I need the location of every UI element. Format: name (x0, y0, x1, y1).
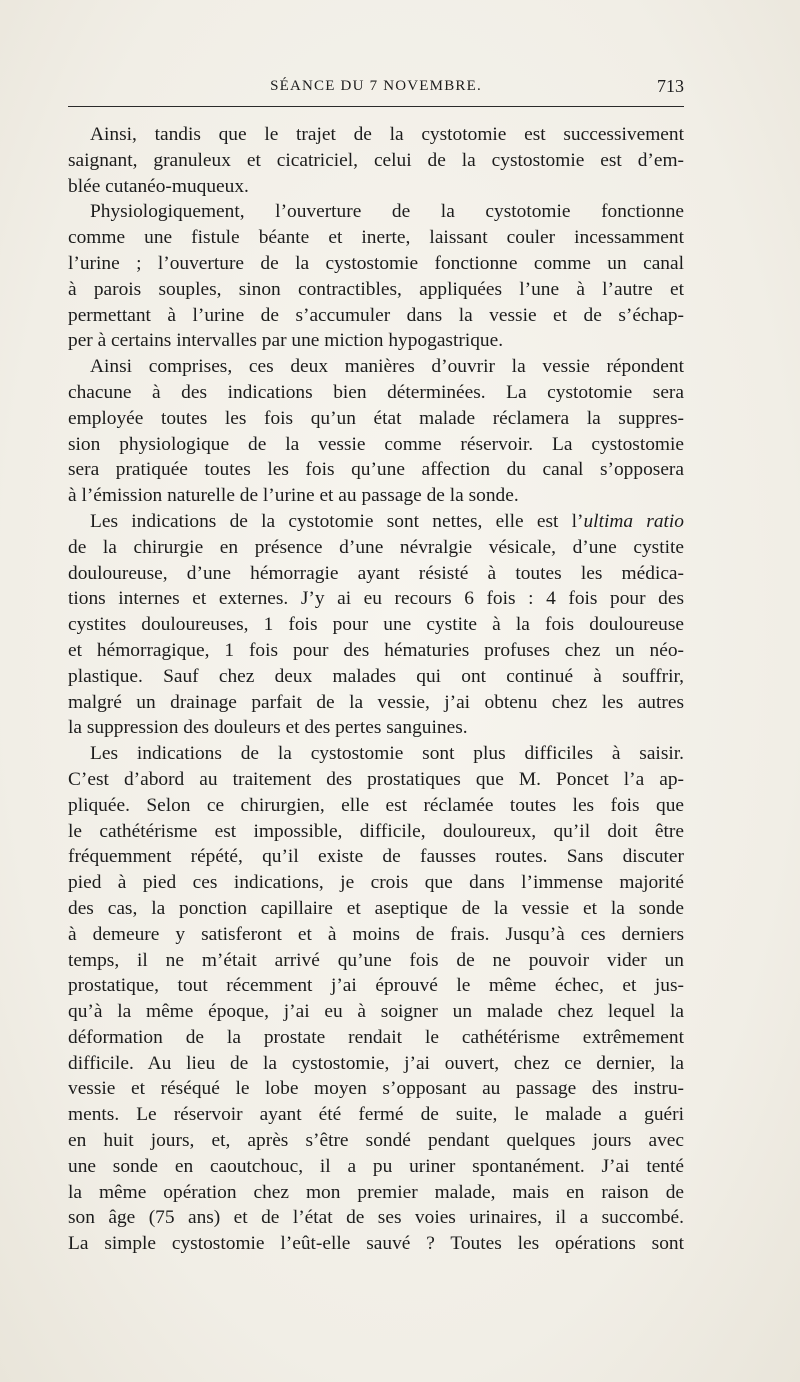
text-line: temps, il ne m’était arrivé qu’une fois de ne pouvoir vider un (68, 949, 684, 971)
text-line: une sonde en caoutchouc, il a pu uriner spontanément. J’ai tenté (68, 1155, 684, 1177)
text-line: le cathétérisme est impossible, difficile, douloureux, qu’il doit être (68, 820, 684, 842)
text-line: fréquemment répété, qu’il existe de fausses routes. Sans discuter (68, 846, 684, 868)
italic-phrase: ultima ratio (583, 510, 684, 532)
text-line: des cas, la ponction capillaire et aseptique de la vessie et la sonde (68, 897, 684, 919)
text-line: La simple cystostomie l’eût-elle sauvé ? Toutes les opérations sont (68, 1233, 684, 1255)
text-line: en huit jours, et, après s’être sondé pendant quelques jours avec (68, 1130, 684, 1152)
text-line: pied à pied ces indications, je crois que dans l’immense majorité (68, 872, 684, 894)
paragraph-2 (68, 199, 684, 354)
text-line: Physiologiquement, l’ouverture de la cystotomie fonctionne (90, 201, 684, 223)
text-line: vessie et réséqué le lobe moyen s’opposant au passage des instru- (68, 1078, 684, 1100)
text-line: blée cutanéo-muqueux. (68, 175, 249, 197)
text-line: et hémorragique, 1 fois pour des hématuries profuses chez un néo- (68, 639, 684, 661)
text-line: de la chirurgie en présence d’une névralgie vésicale, d’une cystite (68, 536, 684, 558)
paragraph-4 (68, 509, 684, 741)
text-line: saignant, granuleux et cicatriciel, celui de la cystostomie est d’em- (68, 149, 684, 171)
paragraph-1 (68, 122, 684, 199)
text-line: sion physiologique de la vessie comme réservoir. La cystostomie (68, 433, 684, 455)
text-line: à l’émission naturelle de l’urine et au passage de la sonde. (68, 485, 519, 507)
text-line (68, 509, 684, 535)
text-line: per à certains intervalles par une miction hypogastrique. (68, 330, 504, 352)
text-line: tions internes et externes. J’y ai eu recours 6 fois : 4 fois pour des (68, 588, 684, 610)
text-line: la suppression des douleurs et des pertes sanguines. (68, 717, 468, 739)
text-line: l’urine ; l’ouverture de la cystostomie fonctionne comme un canal (68, 252, 684, 274)
text-line: difficile. Au lieu de la cystostomie, j’ai ouvert, chez ce dernier, la (68, 1052, 684, 1074)
text-line: Ainsi, tandis que le trajet de la cystotomie est successivement (90, 124, 684, 145)
header-rule (68, 106, 684, 107)
running-head: SÉANCE DU 7 NOVEMBRE. (270, 78, 482, 94)
text-line: comme une fistule béante et inerte, laissant couler incessamment (68, 227, 684, 249)
body-text (68, 122, 684, 1257)
text-line: douloureuse, d’une hémorragie ayant résisté à toutes les médica- (68, 562, 684, 584)
text-line: chacune à des indications bien déterminées. La cystotomie sera (68, 381, 684, 403)
text-line: cystites douloureuses, 1 fois pour une cystite à la fois douloureuse (68, 614, 684, 636)
text-line: permettant à l’urine de s’accumuler dans la vessie et de s’échap- (68, 304, 684, 326)
text-line: Les indications de la cystostomie sont plus difficiles à saisir. (90, 743, 684, 765)
paragraph-3 (68, 354, 684, 509)
page-number: 713 (657, 76, 684, 96)
text-line: C’est d’abord au traitement des prostatiques que M. Poncet l’a ap- (68, 768, 684, 790)
text-line: qu’à la même époque, j’ai eu à soigner un malade chez lequel la (68, 1001, 684, 1023)
text-line: employée toutes les fois qu’un état malade réclamera la suppres- (68, 407, 684, 429)
text-line: prostatique, tout récemment j’ai éprouvé le même échec, et jus- (68, 975, 684, 997)
text-line: déformation de la prostate rendait le cathétérisme extrêmement (68, 1026, 684, 1048)
text-line: pliquée. Selon ce chirurgien, elle est réclamée toutes les fois que (68, 794, 684, 816)
text-line: sera pratiquée toutes les fois qu’une affection du canal s’opposera (68, 459, 684, 481)
text-line: Ainsi comprises, ces deux manières d’ouvrir la vessie répondent (90, 356, 684, 378)
text-line: la même opération chez mon premier malade, mais en raison de (68, 1181, 684, 1203)
text-line: ments. Le réservoir ayant été fermé de suite, le malade a guéri (68, 1104, 684, 1126)
text-line: malgré un drainage parfait de la vessie, j’ai obtenu chez les autres (68, 691, 684, 713)
text-line: plastique. Sauf chez deux malades qui ont continué à souffrir, (68, 665, 684, 687)
page-header (68, 76, 684, 100)
text-line: à parois souples, sinon contractibles, appliquées l’une à l’autre et (68, 278, 684, 300)
paragraph-5 (68, 741, 684, 1257)
text-run: Les indications de la cystotomie sont nettes, elle est l’ (90, 510, 584, 532)
text-line: son âge (75 ans) et de l’état de ses voies urinaires, il a succombé. (68, 1207, 684, 1229)
text-line: à demeure y satisferont et à moins de frais. Jusqu’à ces derniers (68, 923, 684, 945)
